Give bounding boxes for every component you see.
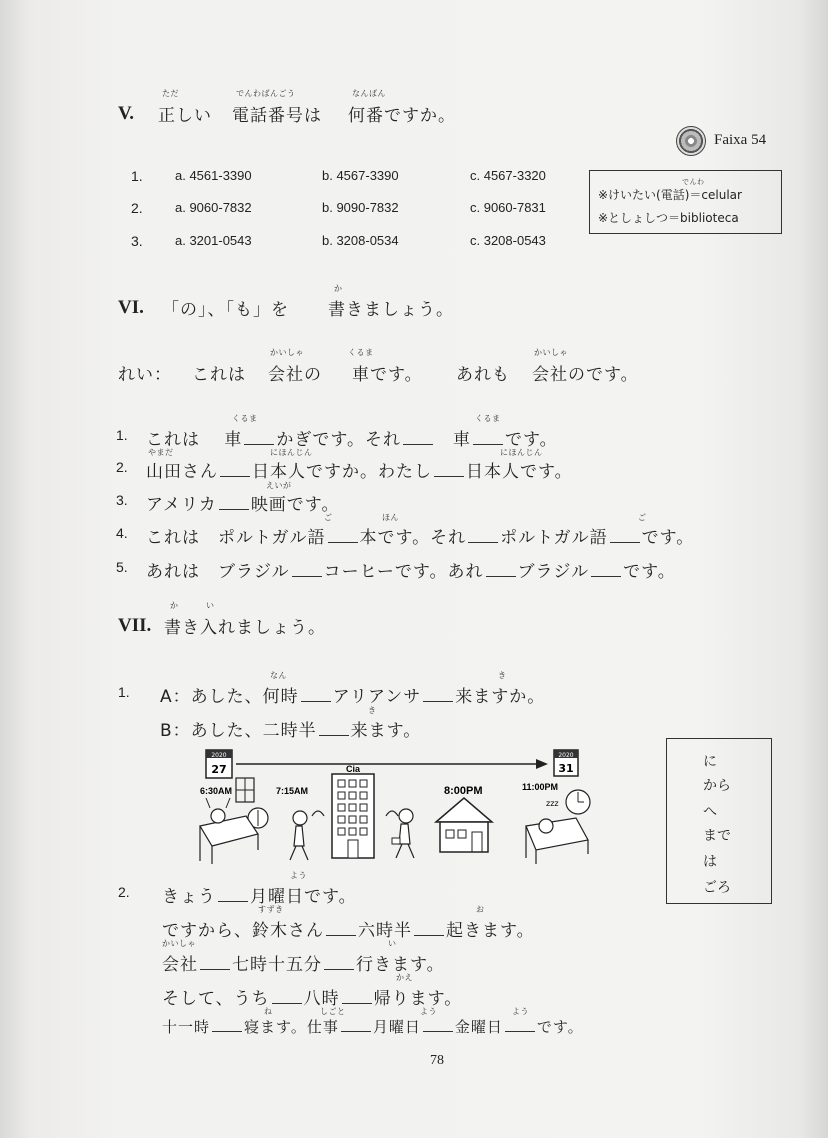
q2-line-5 bbox=[162, 1016, 584, 1037]
furigana: くるま bbox=[475, 414, 501, 423]
furigana: すずき bbox=[258, 905, 284, 914]
section-vi-instruction: 「の」、「も」を bbox=[162, 300, 289, 320]
answer-blank[interactable] bbox=[591, 562, 621, 577]
text: ですから、鈴木さん bbox=[162, 921, 324, 941]
item-number: 2. bbox=[131, 200, 143, 216]
answer-blank[interactable] bbox=[473, 430, 503, 445]
text: アリアンサ bbox=[332, 687, 422, 707]
item-number: 1. bbox=[118, 684, 130, 700]
answer-blank[interactable] bbox=[218, 887, 248, 902]
answer-blank[interactable] bbox=[423, 687, 453, 702]
time-label: 6:30AM bbox=[200, 786, 233, 796]
furigana: ただ bbox=[162, 89, 179, 98]
furigana: でんわばんごう bbox=[236, 89, 296, 98]
option-a: a. 9060-7832 bbox=[175, 200, 252, 215]
furigana: き bbox=[368, 706, 377, 715]
exercise-line bbox=[146, 557, 676, 582]
answer-blank[interactable] bbox=[200, 955, 230, 970]
text: です。 bbox=[505, 430, 558, 450]
item-number: 3. bbox=[131, 233, 143, 249]
answer-blank[interactable] bbox=[244, 430, 274, 445]
furigana: お bbox=[476, 905, 485, 914]
answer-blank[interactable] bbox=[505, 1017, 535, 1032]
answer-blank[interactable] bbox=[468, 528, 498, 543]
text: です。 bbox=[623, 562, 676, 582]
furigana: かいしゃ bbox=[270, 348, 304, 357]
furigana: ご bbox=[324, 513, 333, 522]
text: 七時十五分 bbox=[232, 955, 322, 975]
furigana: かいしゃ bbox=[162, 939, 196, 948]
audio-cd-icon bbox=[676, 126, 706, 156]
time-label: 11:00PM bbox=[522, 782, 559, 792]
item-number: 5. bbox=[116, 559, 128, 575]
particle-choice: へ bbox=[703, 804, 717, 820]
option-c: c. 4567-3320 bbox=[470, 168, 546, 183]
answer-blank[interactable] bbox=[414, 921, 444, 936]
text: 寝ます。仕事 bbox=[244, 1018, 339, 1036]
option-b: b. 4567-3390 bbox=[322, 168, 399, 183]
vocab-note-2: ※としょしつ＝biblioteca bbox=[598, 211, 739, 225]
furigana: くるま bbox=[232, 414, 258, 423]
answer-blank[interactable] bbox=[610, 528, 640, 543]
person-icon bbox=[539, 819, 553, 833]
example-text: これは bbox=[192, 365, 246, 385]
example-label: れい： bbox=[118, 365, 172, 385]
answer-blank[interactable] bbox=[212, 1017, 242, 1032]
text: 映画です。 bbox=[250, 495, 340, 515]
example-text: あれも bbox=[456, 365, 510, 385]
exercise-line bbox=[146, 425, 558, 450]
option-c: c. 9060-7831 bbox=[470, 200, 546, 215]
particle-choice: ごろ bbox=[703, 880, 731, 896]
bed-icon bbox=[526, 818, 588, 850]
building-sign: Cia bbox=[346, 764, 361, 774]
furigana: なん bbox=[270, 671, 287, 680]
text: 山田さん bbox=[146, 462, 218, 482]
furigana: にほんじん bbox=[500, 448, 543, 457]
answer-blank[interactable] bbox=[272, 989, 302, 1004]
answer-blank[interactable] bbox=[319, 721, 349, 736]
exercise-line bbox=[146, 523, 694, 548]
q2-line-4 bbox=[162, 984, 462, 1009]
text: ポルトガル語 bbox=[500, 528, 608, 548]
answer-blank[interactable] bbox=[342, 989, 372, 1004]
item-number: 2. bbox=[118, 884, 130, 900]
answer-blank[interactable] bbox=[434, 462, 464, 477]
calendar-year: 2020 bbox=[211, 752, 227, 759]
furigana: ね bbox=[264, 1007, 273, 1016]
option-a: a. 4561-3390 bbox=[175, 168, 252, 183]
page-number: 78 bbox=[430, 1053, 444, 1068]
answer-blank[interactable] bbox=[341, 1017, 371, 1032]
example-text: 会社のです。 bbox=[532, 365, 639, 385]
furigana: しごと bbox=[320, 1007, 346, 1016]
text: です。 bbox=[536, 1018, 584, 1036]
time-label: 7:15AM bbox=[276, 786, 309, 796]
bed-icon bbox=[200, 816, 258, 846]
furigana: ご bbox=[638, 513, 647, 522]
person-icon bbox=[211, 809, 225, 823]
house-icon bbox=[436, 798, 492, 822]
furigana: にほんじん bbox=[270, 448, 313, 457]
dialog-line-b bbox=[160, 716, 421, 741]
text: アメリカ bbox=[146, 495, 217, 515]
particle-choice: から bbox=[703, 778, 731, 794]
dialog-line-a bbox=[160, 682, 545, 707]
answer-blank[interactable] bbox=[301, 687, 331, 702]
text: 本です。それ bbox=[359, 528, 467, 548]
text: コーヒーです。あれ bbox=[323, 562, 484, 582]
item-number: 4. bbox=[116, 525, 128, 541]
person-icon bbox=[293, 811, 307, 825]
furigana: よう bbox=[290, 871, 307, 880]
example-text: 会社の bbox=[268, 365, 322, 385]
q2-line-2 bbox=[162, 916, 535, 941]
text: 金曜日 bbox=[454, 1018, 503, 1036]
vocab-note-box bbox=[589, 170, 782, 234]
section-vii-instruction: 書き入れましょう。 bbox=[164, 618, 326, 638]
item-number: 1. bbox=[116, 427, 128, 443]
furigana: か bbox=[334, 284, 343, 293]
text: 月曜日です。 bbox=[250, 887, 357, 907]
furigana: か bbox=[170, 601, 179, 610]
text: 車 bbox=[224, 430, 243, 450]
calendar-year: 2020 bbox=[558, 752, 574, 759]
text: 来ます。 bbox=[350, 721, 422, 741]
particle-choice: は bbox=[703, 854, 717, 870]
vocab-note-1: ※けいたい(電話)＝celular bbox=[598, 188, 742, 202]
option-b: b. 9090-7832 bbox=[322, 200, 399, 215]
furigana: くるま bbox=[348, 348, 374, 357]
section-v-title-3: 何番ですか。 bbox=[348, 106, 456, 126]
furigana: えいが bbox=[266, 481, 292, 490]
audio-track-label: Faixa 54 bbox=[714, 132, 767, 148]
text: 起きます。 bbox=[446, 921, 535, 941]
text: 六時半 bbox=[358, 921, 412, 941]
answer-blank[interactable] bbox=[326, 921, 356, 936]
furigana: い bbox=[388, 939, 397, 948]
furigana: ほん bbox=[382, 513, 399, 522]
text: そして、うち bbox=[162, 989, 270, 1009]
particle-choice: に bbox=[703, 754, 717, 770]
sleep-zzz: zzz bbox=[546, 799, 559, 808]
section-v-title-1: 正しい bbox=[158, 106, 212, 126]
furigana: よう bbox=[420, 1007, 437, 1016]
furigana: い bbox=[206, 601, 215, 610]
example-text: 車です。 bbox=[352, 365, 423, 385]
furigana: き bbox=[498, 671, 507, 680]
item-number: 1. bbox=[131, 168, 143, 184]
text: ブラジル bbox=[517, 562, 590, 582]
section-vi-number: VI. bbox=[118, 297, 144, 318]
furigana: なんばん bbox=[352, 89, 386, 98]
text: かぎです。それ bbox=[276, 430, 402, 450]
time-label: 8:00PM bbox=[444, 785, 483, 797]
particle-choices-box bbox=[666, 738, 772, 904]
answer-blank[interactable] bbox=[324, 955, 354, 970]
text: B：あした、二時半 bbox=[160, 721, 317, 741]
text: です。 bbox=[641, 528, 695, 548]
text: 月曜日 bbox=[372, 1018, 421, 1036]
section-v-title-2: 電話番号は bbox=[232, 106, 322, 126]
answer-blank[interactable] bbox=[328, 528, 358, 543]
text: 十一時 bbox=[162, 1018, 211, 1036]
exercise-line bbox=[146, 457, 573, 482]
text: 八時 bbox=[303, 989, 340, 1009]
option-c: c. 3208-0543 bbox=[470, 233, 546, 248]
section-vi-instruction-2: 書きましょう。 bbox=[328, 300, 454, 320]
person-icon bbox=[399, 809, 413, 823]
furigana: よう bbox=[512, 1007, 529, 1016]
text: これは bbox=[146, 430, 200, 450]
text: これは ポルトガル語 bbox=[146, 528, 326, 548]
furigana: かえ bbox=[396, 973, 413, 982]
answer-blank[interactable] bbox=[486, 562, 516, 577]
option-a: a. 3201-0543 bbox=[175, 233, 252, 248]
text: A：あした、何時 bbox=[160, 687, 299, 707]
section-v-number: V. bbox=[118, 103, 135, 124]
text: 車 bbox=[453, 430, 472, 450]
text: 帰ります。 bbox=[373, 989, 463, 1009]
text: 会社 bbox=[162, 955, 198, 975]
exercise-line bbox=[146, 490, 339, 515]
answer-blank[interactable] bbox=[423, 1017, 453, 1032]
text: 日本人です。 bbox=[466, 462, 573, 482]
calendar-day: 31 bbox=[558, 762, 574, 775]
answer-blank[interactable] bbox=[219, 495, 249, 510]
item-number: 2. bbox=[116, 459, 128, 475]
item-number: 3. bbox=[116, 492, 128, 508]
daily-schedule-illustration bbox=[196, 746, 606, 876]
text: きょう bbox=[162, 887, 216, 907]
section-vii-number: VII. bbox=[118, 615, 152, 636]
text: 来ますか。 bbox=[455, 687, 546, 707]
particle-choice: まで bbox=[703, 828, 731, 844]
furigana: やまだ bbox=[148, 448, 174, 457]
text: 日本人ですか。わたし bbox=[252, 462, 432, 482]
text: あれは ブラジル bbox=[146, 562, 290, 582]
text: 行きます。 bbox=[356, 955, 445, 975]
calendar-day: 27 bbox=[211, 763, 227, 776]
answer-blank[interactable] bbox=[220, 462, 250, 477]
answer-blank[interactable] bbox=[292, 562, 322, 577]
furigana: でんわ bbox=[682, 178, 705, 186]
furigana: かいしゃ bbox=[534, 348, 568, 357]
option-b: b. 3208-0534 bbox=[322, 233, 399, 248]
answer-blank[interactable] bbox=[403, 430, 433, 445]
